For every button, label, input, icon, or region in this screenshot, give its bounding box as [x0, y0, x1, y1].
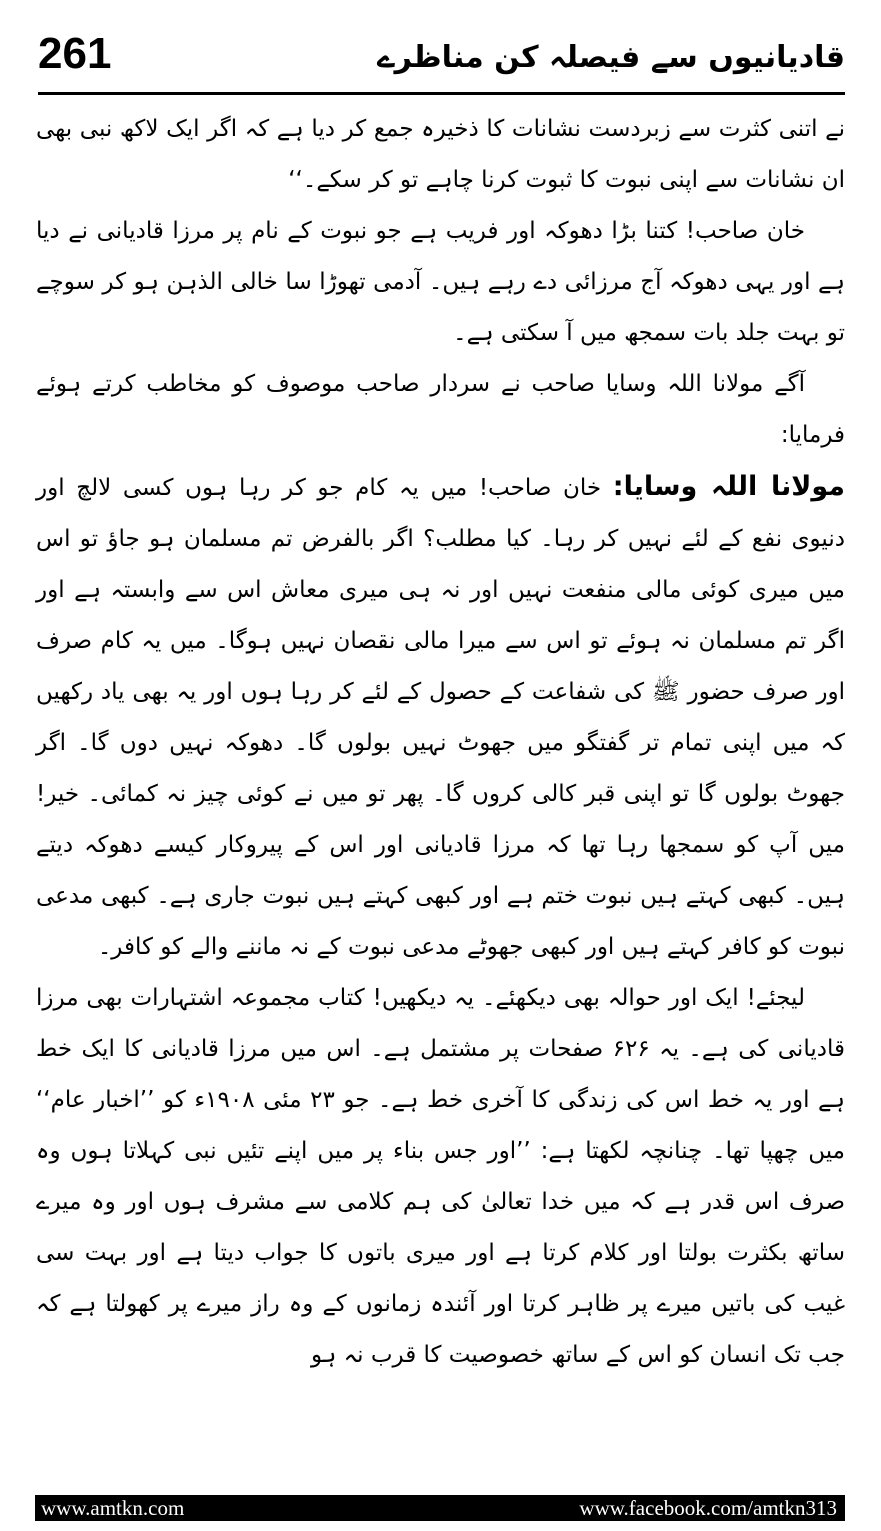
running-title: قادیانیوں سے فیصلہ کن مناظرے [377, 40, 845, 75]
paragraph-2: خان صاحب! کتنا بڑا دھوکہ اور فریب ہے جو نبوت کے نام پر مرزا قادیانی نے دیا ہے اور یہی دھوکہ آج مرزائی دے رہے ہیں۔ آدمی تھوڑا سا خالی الذہن ہو کر سوچے تو بہت جلد بات سمجھ میں آ سکتی ہے۔ [36, 218, 845, 346]
header-divider [38, 92, 845, 95]
paragraph-1: نے اتنی کثرت سے زبردست نشانات کا ذخیرہ جمع کر دیا ہے کہ اگر ایک لاکھ نبی بھی ان نشانات سے اپنی نبوت کا ثبوت کرنا چاہے تو کر سکے۔‘‘ [36, 116, 845, 193]
page-number: 261 [38, 29, 112, 78]
paragraph-3: آگے مولانا اللہ وسایا صاحب نے سردار صاحب موصوف کو مخاطب کرتے ہوئے فرمایا: [36, 371, 845, 448]
paragraph-4-text: خان صاحب! میں یہ کام جو کر رہا ہوں کسی لالچ اور دنیوی نفع کے لئے نہیں کر رہا۔ کیا مطلب؟ اگر بالفرض تم مسلمان ہو جاؤ تو اس میں میری کوئی مالی منفعت نہیں اور نہ ہی میری معاش اس سے وابستہ ہے اور اگر تم مسلمان نہ ہوئے تو اس سے میرا مالی نقصان نہیں ہوگا۔ میں یہ کام صرف اور صرف حضور ﷺ کی شفاعت کے حصول کے لئے کر رہا ہوں اور یہ بھی یاد رکھیں کہ میں اپنی تمام تر گفتگو میں جھوٹ نہیں بولوں گا۔ دھوکہ نہیں دوں گا۔ اگر جھوٹ بولوں گا تو اپنی قبر کالی کروں گا۔ پھر تو میں نے کوئی چیز نہ کمائی۔ خیر! میں آپ کو سمجھا رہا تھا کہ مرزا قادیانی اور اس کے پیروکار کیسے دھوکہ دیتے ہیں۔ کبھی کہتے ہیں نبوت ختم ہے اور کبھی کہتے ہیں نبوت جاری ہے۔ کبھی مدعی نبوت کو کافر کہتے ہیں اور کبھی جھوٹے مدعی نبوت کے نہ ماننے والے کو کافر۔ [36, 475, 845, 960]
footer-facebook-link[interactable]: www.facebook.com/amtkn313 [579, 1496, 837, 1520]
footer-website-link[interactable]: www.amtkn.com [41, 1496, 185, 1520]
paragraph-4 [36, 461, 845, 973]
page-body [36, 104, 845, 1381]
paragraph-5: لیجئے! ایک اور حوالہ بھی دیکھئے۔ یہ دیکھیں! کتاب مجموعہ اشتہارات بھی مرزا قادیانی کی ہے۔ یہ ۶۲۶ صفحات پر مشتمل ہے۔ اس میں مرزا قادیانی کا ایک خط ہے اور یہ خط اس کی زندگی کا آخری خط ہے۔ جو ۲۳ مئی ۱۹۰۸ء کو ’’اخبار عام‘‘ میں چھپا تھا۔ چنانچہ لکھتا ہے: ’’اور جس بناء پر میں اپنے تئیں نبی کہلاتا ہوں وہ صرف اس قدر ہے کہ میں خدا تعالیٰ کی ہم کلامی سے مشرف ہوں اور وہ میرے ساتھ بکثرت بولتا اور کلام کرتا ہے اور میری باتوں کا جواب دیتا ہے اور بہت سی غیب کی باتیں میرے پر ظاہر کرتا اور آئندہ زمانوں کے وہ راز میرے پر کھولتا ہے کہ جب تک انسان کو اس کے ساتھ خصوصیت کا قرب نہ ہو [36, 985, 845, 1368]
footer-bar [35, 1495, 845, 1521]
speaker-label: مولانا اللہ وسایا: [612, 471, 845, 502]
